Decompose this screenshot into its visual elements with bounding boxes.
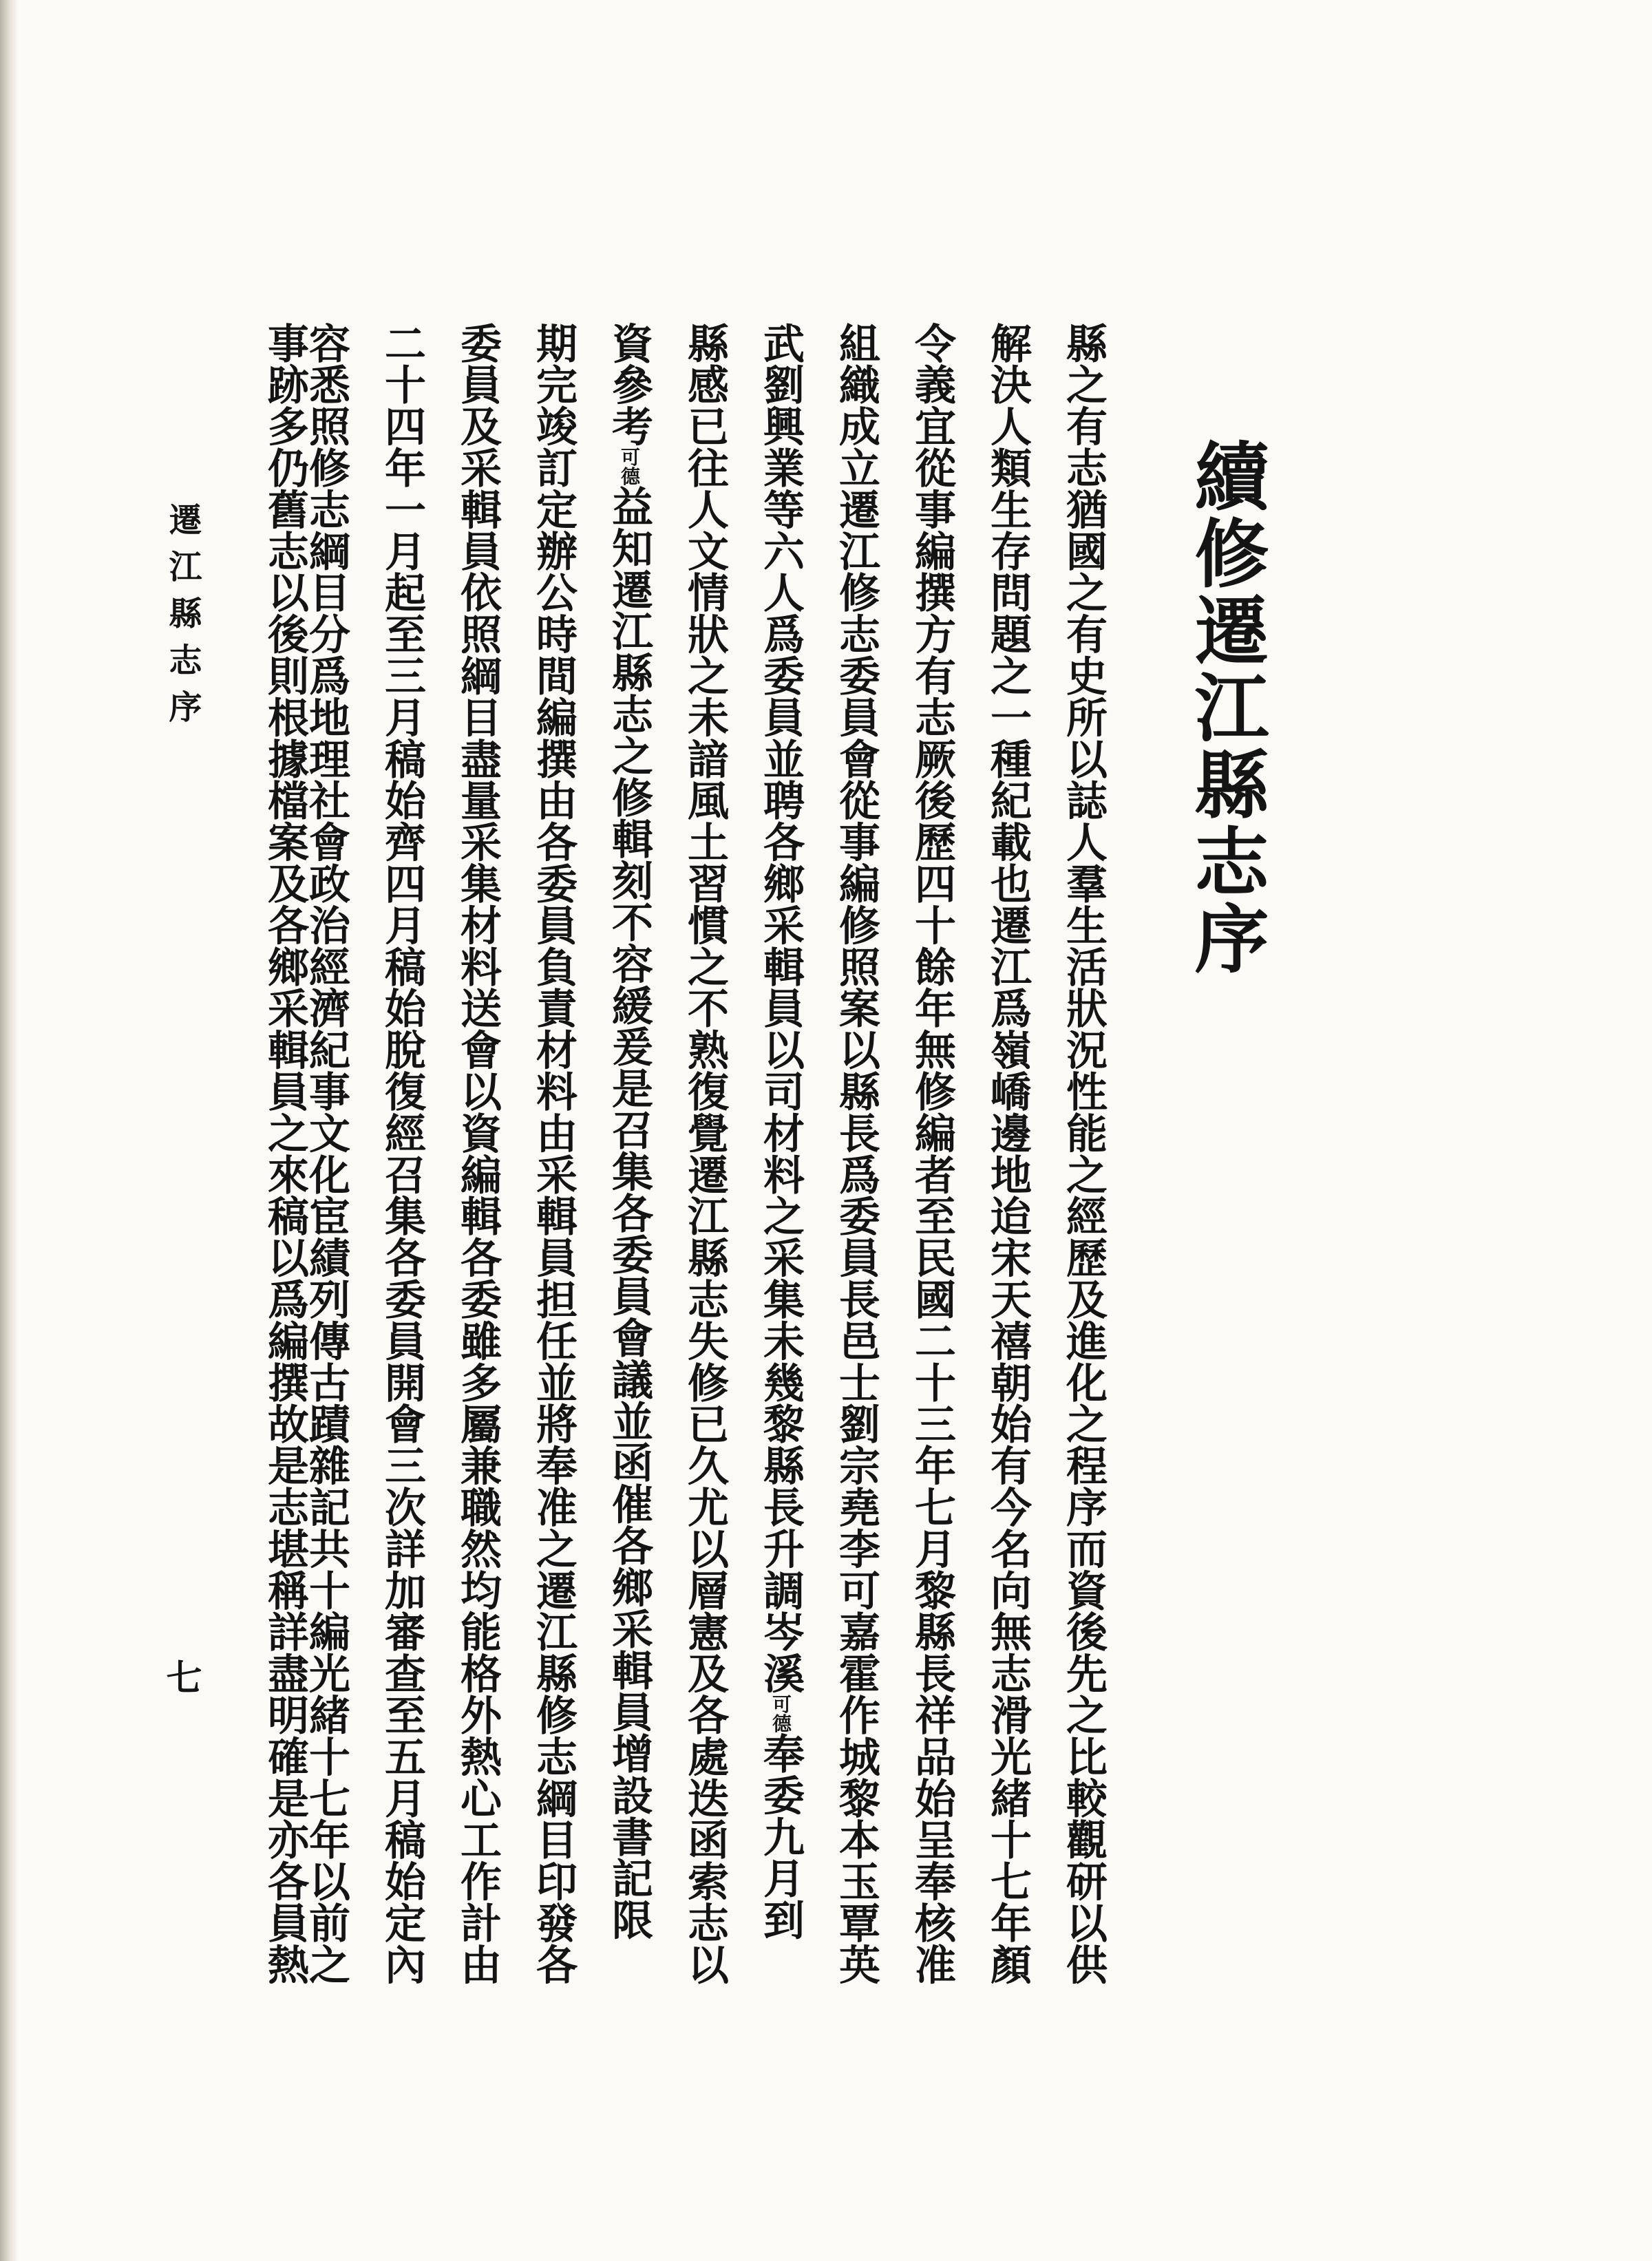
text-column-7-main: 資參考 [605,322,653,447]
text-column-5 [756,322,805,1940]
text-column-11: 容悉照修志綱目分爲地理社會政治經濟紀事文化宦績列傳古蹟雜記共十編光緒十七年以前之 [302,322,350,1985]
text-column-5-tail: 奉委九月到 [756,1732,805,1941]
page-number: 七 [160,1659,202,1695]
text-column-5-small-note: 可德 [770,1694,792,1733]
preface-title: 續修遷江縣志序 [1182,438,1269,977]
text-column-7 [604,322,654,1940]
text-column-1: 縣之有志猶國之有史所以誌人羣生活狀況性能之經歷及進化之程序而資後先之比較觀研以供 [1059,322,1108,1985]
text-column-7-small-note: 可德 [618,447,641,486]
text-column-5-main: 武劉興業等六人爲委員並聘各鄉采輯員以司材料之采集未幾黎縣長升調岑溪 [756,322,805,1695]
text-column-7-tail: 益知遷江縣志之修輯刻不容緩爰是召集各委員會議並函催各鄉采輯員增設書記限 [605,485,653,1941]
text-column-9: 委員及采輯員依照綱目盡量采集材料送會以資編輯各委雖多屬兼職然均能格外熱心工作計由 [454,322,502,1985]
text-column-3: 令義宜從事編撰方有志厥後歷四十餘年無修編者至民國二十三年七月黎縣長祥品始呈奉核准 [908,322,956,1985]
text-column-8: 期完竣訂定辦公時間編撰由各委員負責材料由采輯員担任並將奉准之遷江縣修志綱目印發各 [529,322,578,1985]
text-column-2: 解決人類生存問題之一種紀載也遷江爲嶺嶠邊地迨宋天禧朝始有今名向無志滑光緒十七年顏 [984,322,1032,1985]
text-column-12: 事跡多仍舊志以後則根據檔案及各鄉采輯員之來稿以爲編撰故是志堪稱詳盡明確是亦各員熱 [261,322,309,1985]
text-column-6: 縣感已往人文情狀之未諳風土習慣之不熟復覺遷江縣志失修已久尤以層憲及各處迭函索志以 [681,322,729,1985]
binding-edge [0,0,18,2261]
text-column-4: 組織成立遷江修志委員會從事編修照案以縣長爲委員長邑士劉宗堯李可嘉霍作城黎本玉覃英 [832,322,880,1985]
running-head: 遷江縣志序 [163,502,202,736]
text-column-10: 二十四年一月起至三月稿始齊四月稿始脫復經召集各委員開會三次詳加審查至五月稿始定內 [378,322,426,1985]
